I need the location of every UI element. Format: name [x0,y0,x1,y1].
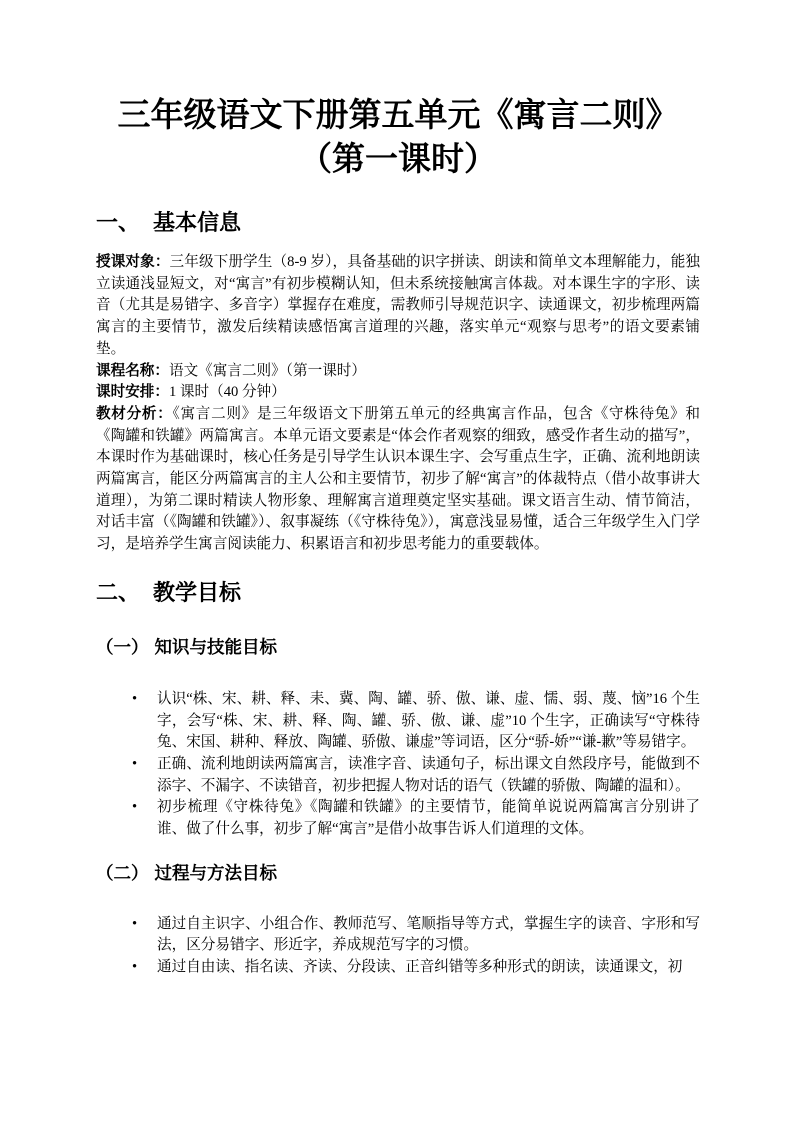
subsection-heading-text: 知识与技能目标 [154,636,277,657]
paragraph-text: 语文《寓言二则》（第一课时） [168,362,366,379]
paragraph-text: 三年级下册学生（8-9 岁），具备基础的识字拼读、朗读和简单文本理解能力，能独立读通浅显短文，对“寓言”有初步模糊认知，但未系统接触寓言体裁。对本课生字的字形、读音（尤其是易错字、多音字）掌握存在难度，需教师引导规范识字、读通课文，初步梳理两篇寓言的主要情节，激发后续精读感悟寓言道理的兴趣，落实单元“观察与思考”的语文要素铺垫。 [96,254,700,357]
subsection-number: （一） [96,636,149,657]
subsection-heading-process-method [96,861,700,885]
document-title-line1: 三年级语文下册第五单元《寓言二则》 [117,98,679,134]
knowledge-skills-bullet-list [96,689,700,841]
document-title [96,94,700,182]
bullet-item-literacy-methods: • 通过自主识字、小组合作、教师范写、笔顺指导等方式，掌握生字的读音、字形和写法，区分易错字、形近字，养成规范写字的习惯。 [157,914,700,957]
bullet-item-recognize-characters: • 认识“株、宋、耕、释、耒、冀、陶、罐、骄、傲、谦、虚、懦、弱、蔑、恼”16 个生字，会写“株、宋、耕、释、陶、罐、骄、傲、谦、虚”10 个生字，正确读写“守株待兔、宋国、耕种、释放、陶罐、骄傲、谦虚”等词语，区分“骄-娇”“谦-歉”等易错字。 [157,689,700,754]
paragraph-text: 1 课时（40 分钟） [168,384,286,401]
paragraph-lesson-schedule [96,382,700,404]
basic-info-body [96,252,700,556]
section-heading-teaching-goals [96,578,700,608]
bullet-item-reading-forms: • 通过自由读、指名读、齐读、分段读、正音纠错等多种形式的朗读，读通课文，初 [157,957,700,979]
paragraph-label: 课时安排： [96,384,169,401]
paragraph-material-analysis [96,404,700,556]
bullet-item-plot-sorting: • 初步梳理《守株待兔》《陶罐和铁罐》的主要情节，能简单说说两篇寓言分别讲了谁、做了什么事，初步了解“寓言”是借小故事告诉人们道理的文体。 [157,797,700,840]
paragraph-label: 教材分析： [96,405,173,422]
section-heading-text: 教学目标 [153,579,242,605]
subsection-number: （二） [96,862,149,883]
paragraph-label: 课程名称： [96,362,169,379]
subsection-heading-text: 过程与方法目标 [154,862,277,883]
process-method-bullet-list [96,914,700,979]
paragraph-label: 授课对象： [96,254,170,270]
paragraph-text: 《寓言二则》是三年级语文下册第五单元的经典寓言作品，包含《守株待兔》和《陶罐和铁罐》两篇寓言。本单元语文要素是“体会作者观察的细致，感受作者生动的描写”，本课时作为基础课时，核心任务是引导学生认识本课生字、会写重点生字，正确、流利地朗读两篇寓言，能区分两篇寓言的主人公和主要情节，初步了解“寓言”的体裁特点（借小故事讲大道理），为第二课时精读人物形象、理解寓言道理奠定坚实基础。课文语言生动、情节简洁，对话丰富（《陶罐和铁罐》）、叙事凝练（《守株待兔》），寓意浅显易懂，适合三年级学生入门学习，是培养学生寓言阅读能力、积累语言和初步思考能力的重要载体。 [96,405,700,553]
paragraph-teaching-audience [96,252,700,361]
bullet-item-fluent-reading: • 正确、流利地朗读两篇寓言，读准字音、读通句子，标出课文自然段序号，能做到不添字、不漏字、不读错音，初步把握人物对话的语气（铁罐的骄傲、陶罐的温和）。 [157,754,700,797]
section-number: 二、 [96,579,141,605]
section-heading-text: 基本信息 [153,210,242,235]
document-title-line2: （第一课时） [299,142,497,178]
section-number: 一、 [96,210,141,235]
subsection-heading-knowledge-skills [96,635,700,659]
paragraph-course-name [96,361,700,383]
section-heading-basic-info [96,208,700,238]
